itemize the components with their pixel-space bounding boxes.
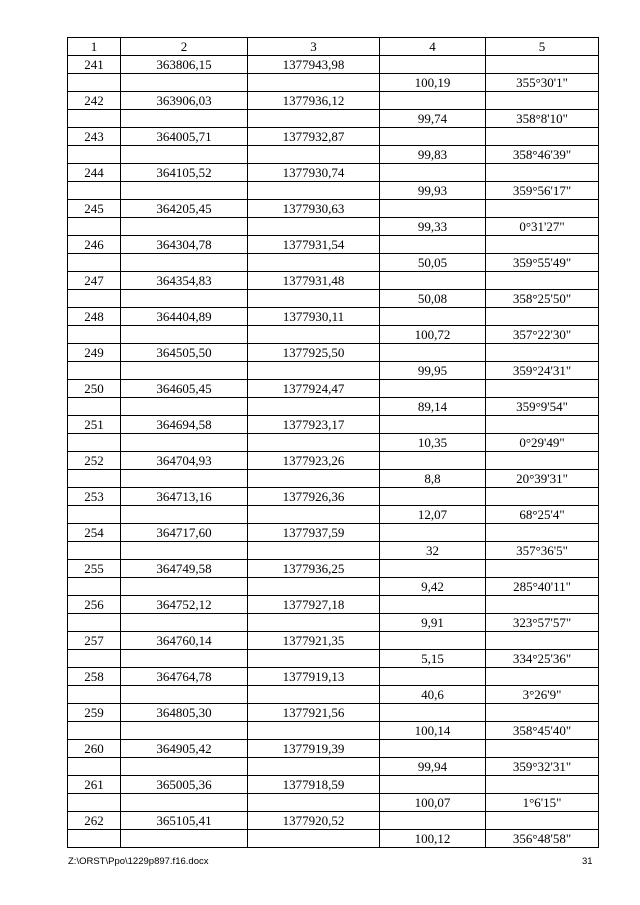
table-cell [68,290,121,308]
table-cell: 257 [68,632,121,650]
table-cell: 364105,52 [121,164,248,182]
table-cell [486,812,599,830]
table-cell [68,434,121,452]
table-cell: 1377921,56 [248,704,380,722]
table-cell [486,488,599,506]
table-cell: 365005,36 [121,776,248,794]
table-cell: 1377925,50 [248,344,380,362]
table-row [68,56,599,74]
table-cell [486,92,599,110]
table-row [68,74,599,92]
footer-file-path: Z:\ORST\Ppo\1229p897.f16.docx [68,856,209,867]
table-cell: 89,14 [380,398,486,416]
table-cell [486,56,599,74]
table-cell: 99,93 [380,182,486,200]
table-row [68,542,599,560]
table-cell [380,308,486,326]
table-row [68,398,599,416]
table-cell: 99,95 [380,362,486,380]
table-row [68,380,599,398]
table-cell: 5,15 [380,650,486,668]
table-cell: 364760,14 [121,632,248,650]
table-cell: 1377931,48 [248,272,380,290]
table-row [68,164,599,182]
table-body [68,56,599,848]
table-cell: 247 [68,272,121,290]
table-cell: 357°36'5" [486,542,599,560]
table-cell [380,704,486,722]
table-cell: 358°8'10" [486,110,599,128]
table-cell: 1377918,59 [248,776,380,794]
table-cell [380,416,486,434]
table-cell [68,326,121,344]
table-cell [68,794,121,812]
table-cell [248,542,380,560]
table-row [68,722,599,740]
table-cell [486,776,599,794]
table-cell: 1377919,13 [248,668,380,686]
table-cell: 100,19 [380,74,486,92]
table-cell: 255 [68,560,121,578]
table-cell: 250 [68,380,121,398]
table-cell [486,416,599,434]
table-cell: 1377921,35 [248,632,380,650]
table-cell: 20°39'31" [486,470,599,488]
table-cell: 1°6'15" [486,794,599,812]
table-row [68,614,599,632]
table-cell: 364717,60 [121,524,248,542]
table-cell [121,542,248,560]
table-cell [68,470,121,488]
table-cell: 243 [68,128,121,146]
table-cell [248,362,380,380]
table-cell [248,794,380,812]
table-cell: 359°24'31" [486,362,599,380]
table-cell [248,578,380,596]
table-row [68,776,599,794]
table-row [68,290,599,308]
table-cell: 355°30'1" [486,74,599,92]
table-cell [248,614,380,632]
table-cell [486,524,599,542]
table-cell [68,146,121,164]
table-cell [486,380,599,398]
table-cell: 244 [68,164,121,182]
table-cell: 32 [380,542,486,560]
table-row [68,524,599,542]
table-cell [121,758,248,776]
table-cell [68,758,121,776]
table-cell: 1377919,39 [248,740,380,758]
table-cell: 99,83 [380,146,486,164]
table-cell [121,830,248,848]
table-cell [68,650,121,668]
table-cell: 100,14 [380,722,486,740]
table-cell: 1377943,98 [248,56,380,74]
table-cell [121,578,248,596]
table-cell: 249 [68,344,121,362]
table-cell [121,326,248,344]
table-cell: 262 [68,812,121,830]
table-cell: 100,07 [380,794,486,812]
table-row [68,434,599,452]
table-row [68,830,599,848]
table-cell: 364694,58 [121,416,248,434]
table-cell [248,434,380,452]
table-cell: 358°46'39" [486,146,599,164]
table-cell [486,704,599,722]
table-cell: 100,72 [380,326,486,344]
table-cell [68,722,121,740]
table-cell [248,146,380,164]
table-cell: 364354,83 [121,272,248,290]
table-cell: 1377923,26 [248,452,380,470]
table-cell [68,110,121,128]
table-row [68,650,599,668]
table-row [68,704,599,722]
table-cell: 253 [68,488,121,506]
table-cell [486,668,599,686]
table-cell: 285°40'11" [486,578,599,596]
table-cell [380,596,486,614]
table-cell [486,560,599,578]
table-cell [248,722,380,740]
table-cell [248,290,380,308]
header-cell: 4 [380,38,486,56]
table-cell [68,578,121,596]
table-row [68,326,599,344]
table-cell: 1377930,74 [248,164,380,182]
header-cell: 2 [121,38,248,56]
table-cell: 364905,42 [121,740,248,758]
table-cell: 359°9'54" [486,398,599,416]
header-cell: 5 [486,38,599,56]
table-cell: 359°32'31" [486,758,599,776]
table-cell [380,812,486,830]
table-cell [121,290,248,308]
table-cell: 259 [68,704,121,722]
table-cell [380,200,486,218]
table-row [68,362,599,380]
table-cell: 3°26'9" [486,686,599,704]
table-row [68,272,599,290]
table-cell [380,452,486,470]
table-cell [248,650,380,668]
table-cell: 50,05 [380,254,486,272]
table-cell: 364805,30 [121,704,248,722]
table-cell: 99,74 [380,110,486,128]
table-cell [380,236,486,254]
table-cell: 1377936,25 [248,560,380,578]
table-cell: 9,91 [380,614,486,632]
table-cell: 1377937,59 [248,524,380,542]
table-cell [248,182,380,200]
table-cell: 251 [68,416,121,434]
table-cell: 364605,45 [121,380,248,398]
table-cell [68,74,121,92]
table-cell [248,470,380,488]
table-cell [380,272,486,290]
table-cell [121,146,248,164]
table-cell [121,110,248,128]
table-row [68,308,599,326]
table-row [68,452,599,470]
table-cell: 68°25'4" [486,506,599,524]
table-cell: 364304,78 [121,236,248,254]
table-cell [380,560,486,578]
table-cell: 1377931,54 [248,236,380,254]
table-cell [486,164,599,182]
table-cell [121,470,248,488]
table-row [68,128,599,146]
table-cell: 1377930,63 [248,200,380,218]
table-cell [380,632,486,650]
table-cell [380,740,486,758]
table-row [68,344,599,362]
table-cell [486,344,599,362]
table-cell: 246 [68,236,121,254]
table-cell [486,308,599,326]
table-cell [68,182,121,200]
table-row [68,218,599,236]
table-cell: 364704,93 [121,452,248,470]
table-row [68,686,599,704]
table-cell [68,686,121,704]
table-cell [248,218,380,236]
table-cell [68,614,121,632]
table-cell: 10,35 [380,434,486,452]
table-row [68,812,599,830]
table-cell [380,92,486,110]
coordinates-table [67,37,599,848]
table-row [68,200,599,218]
table-row [68,758,599,776]
table-cell [68,254,121,272]
table-cell [248,254,380,272]
table-row [68,632,599,650]
table-cell [121,254,248,272]
table-cell: 242 [68,92,121,110]
table-cell: 1377926,36 [248,488,380,506]
table-cell: 99,33 [380,218,486,236]
table-cell [380,668,486,686]
table-cell [380,128,486,146]
table-cell: 1377930,11 [248,308,380,326]
table-cell: 248 [68,308,121,326]
table-cell [248,398,380,416]
table-cell [121,182,248,200]
table-cell [121,794,248,812]
table-cell: 1377932,87 [248,128,380,146]
table-cell [121,686,248,704]
table-row [68,506,599,524]
table-cell [121,506,248,524]
table-row [68,236,599,254]
table-cell [68,542,121,560]
table-cell [380,776,486,794]
table-cell: 323°57'57" [486,614,599,632]
table-cell [486,632,599,650]
table-cell: 50,08 [380,290,486,308]
table-cell [486,452,599,470]
table-cell [380,164,486,182]
table-row [68,560,599,578]
table-cell [380,56,486,74]
table-cell [248,110,380,128]
table-cell [68,830,121,848]
table-cell [68,398,121,416]
table-cell: 1377927,18 [248,596,380,614]
table-cell: 0°31'27" [486,218,599,236]
table-row [68,668,599,686]
table-cell: 364404,89 [121,308,248,326]
table-cell [380,380,486,398]
table-row [68,470,599,488]
table-cell: 364764,78 [121,668,248,686]
table-cell: 364205,45 [121,200,248,218]
table-cell [486,128,599,146]
table-cell: 1377936,12 [248,92,380,110]
table-cell: 99,94 [380,758,486,776]
table-cell [121,398,248,416]
table-cell [248,326,380,344]
table-cell: 1377920,52 [248,812,380,830]
table-cell [486,596,599,614]
table-row [68,254,599,272]
table-cell: 12,07 [380,506,486,524]
table-cell [380,488,486,506]
table-cell: 1377923,17 [248,416,380,434]
table-row [68,794,599,812]
table-cell: 364752,12 [121,596,248,614]
table-cell [121,218,248,236]
table-cell: 358°25'50" [486,290,599,308]
table-cell [248,506,380,524]
table-cell [248,686,380,704]
table-cell [121,362,248,380]
table-cell [121,614,248,632]
table-cell [68,506,121,524]
table-row [68,182,599,200]
table-row [68,92,599,110]
table-cell [68,362,121,380]
table-cell: 363806,15 [121,56,248,74]
table-header-row [68,38,599,56]
table-cell: 359°56'17" [486,182,599,200]
table-row [68,578,599,596]
table-cell [248,758,380,776]
table-cell: 356°48'58" [486,830,599,848]
table-row [68,416,599,434]
table-cell: 357°22'30" [486,326,599,344]
table-cell [121,434,248,452]
table-cell [68,218,121,236]
table-cell: 1377924,47 [248,380,380,398]
table-row [68,488,599,506]
table-cell [380,344,486,362]
table-cell: 365105,41 [121,812,248,830]
table-row [68,740,599,758]
table-cell: 252 [68,452,121,470]
table-cell: 245 [68,200,121,218]
table-cell: 256 [68,596,121,614]
table-cell [121,74,248,92]
header-cell: 1 [68,38,121,56]
table-cell: 334°25'36" [486,650,599,668]
table-cell: 0°29'49" [486,434,599,452]
table-cell: 364505,50 [121,344,248,362]
table-row [68,146,599,164]
table-cell: 40,6 [380,686,486,704]
table-cell: 364005,71 [121,128,248,146]
table-cell: 100,12 [380,830,486,848]
header-cell: 3 [248,38,380,56]
table-cell [486,740,599,758]
table-cell [121,722,248,740]
table-cell [486,236,599,254]
table-cell [486,272,599,290]
table-row [68,596,599,614]
table-cell: 364749,58 [121,560,248,578]
table-cell: 9,42 [380,578,486,596]
table-cell: 260 [68,740,121,758]
table-cell: 261 [68,776,121,794]
table-cell: 364713,16 [121,488,248,506]
table-cell: 363906,03 [121,92,248,110]
table-cell: 359°55'49" [486,254,599,272]
table-cell [486,200,599,218]
table-cell [248,830,380,848]
table-row [68,110,599,128]
table-cell [380,524,486,542]
table-cell: 358°45'40" [486,722,599,740]
table-cell: 241 [68,56,121,74]
table-cell: 8,8 [380,470,486,488]
table-cell [248,74,380,92]
table-cell: 258 [68,668,121,686]
table-cell: 254 [68,524,121,542]
footer-page-number: 31 [582,856,593,867]
table-cell [121,650,248,668]
